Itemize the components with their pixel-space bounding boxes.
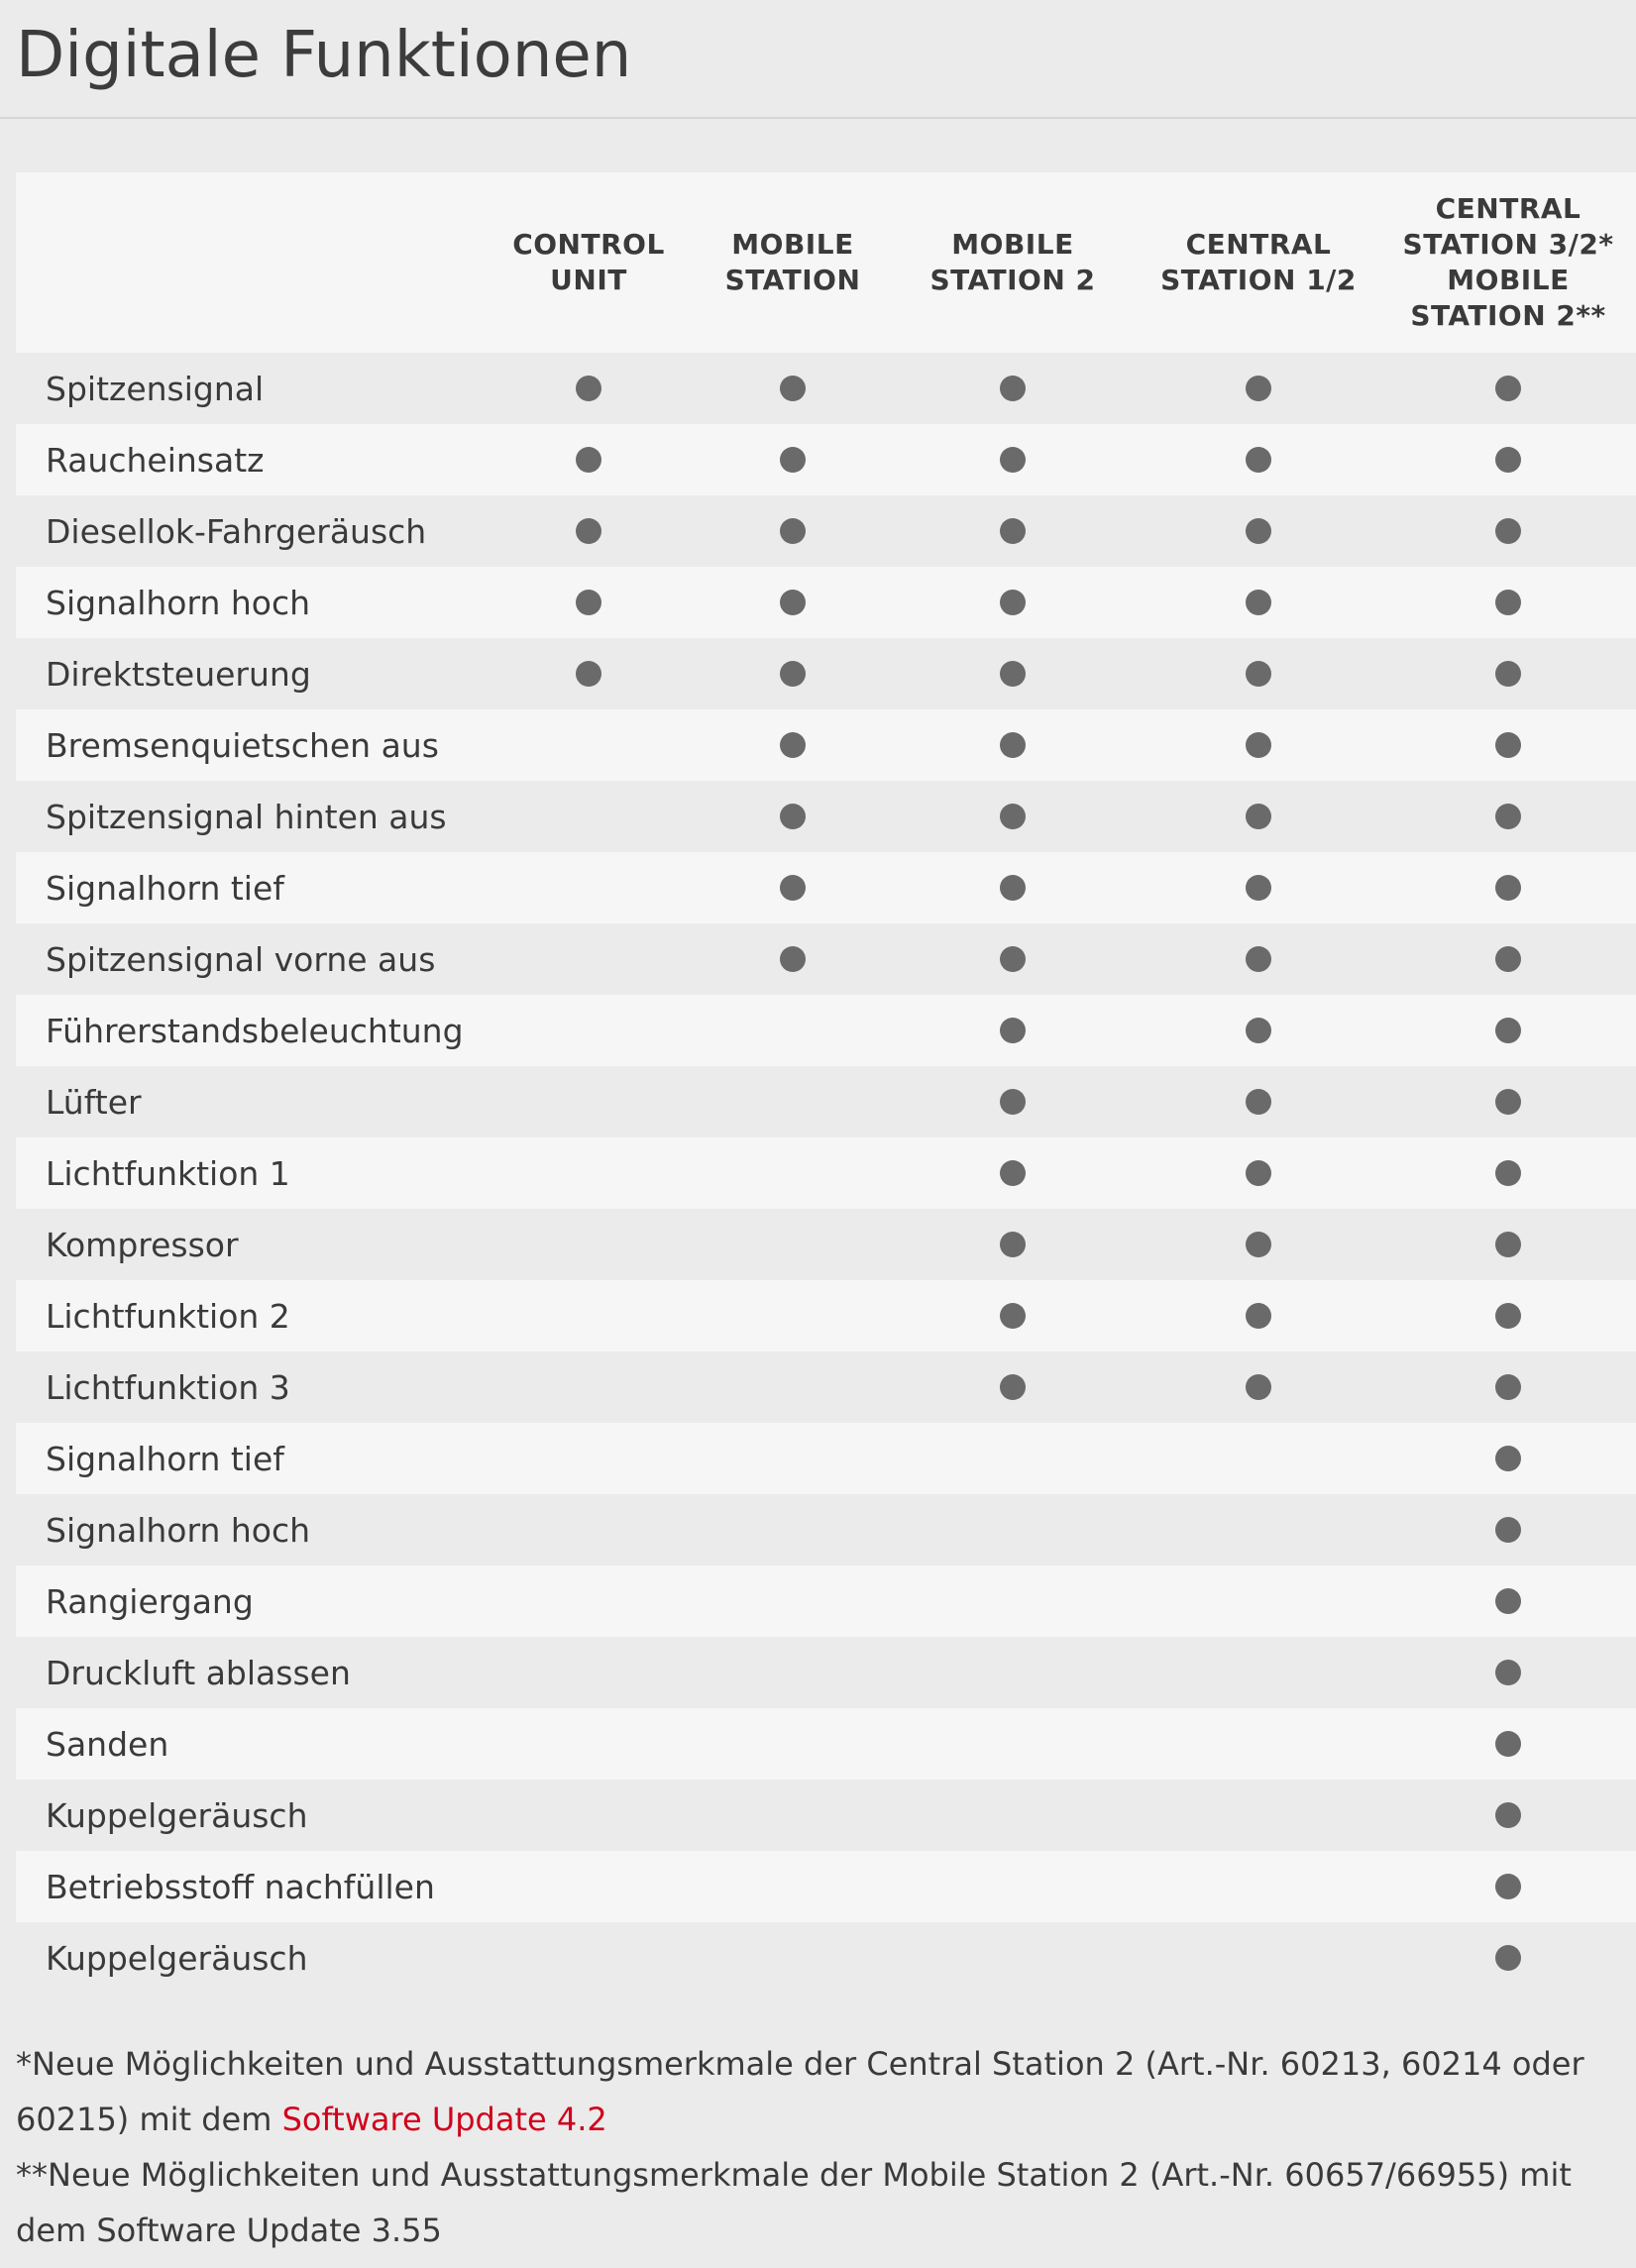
support-cell xyxy=(697,638,889,709)
table-row xyxy=(16,567,1636,638)
support-cell xyxy=(1380,1922,1636,1994)
column-header-central-station-1-2: CENTRAL STATION 1/2 xyxy=(1160,228,1357,296)
support-cell xyxy=(1137,638,1380,709)
support-cell xyxy=(481,1780,697,1851)
filled-circle-icon xyxy=(1495,1303,1521,1329)
footnote-central-station xyxy=(16,2036,1621,2147)
table-row xyxy=(16,1494,1636,1566)
support-cell xyxy=(697,495,889,567)
support-cell xyxy=(481,495,697,567)
support-cell xyxy=(889,1209,1137,1280)
feature-label: Lichtfunktion 2 xyxy=(46,1296,290,1336)
support-cell xyxy=(1137,495,1380,567)
support-cell xyxy=(481,567,697,638)
support-cell xyxy=(481,1494,697,1566)
table-row xyxy=(16,1780,1636,1851)
support-cell xyxy=(1380,638,1636,709)
table-row xyxy=(16,1351,1636,1423)
support-cell xyxy=(1137,1280,1380,1351)
filled-circle-icon xyxy=(1000,1160,1026,1186)
feature-label: Betriebsstoff nachfüllen xyxy=(46,1867,435,1906)
support-cell xyxy=(889,1423,1137,1494)
support-cell xyxy=(481,1066,697,1137)
support-cell xyxy=(889,1780,1137,1851)
support-cell xyxy=(481,1351,697,1423)
table-row xyxy=(16,1137,1636,1209)
filled-circle-icon xyxy=(1495,590,1521,615)
support-cell xyxy=(481,1566,697,1637)
digital-functions-table xyxy=(16,172,1636,1994)
support-cell xyxy=(481,1423,697,1494)
filled-circle-icon xyxy=(1495,1660,1521,1685)
support-cell xyxy=(697,1209,889,1280)
support-cell xyxy=(481,353,697,424)
header-row xyxy=(16,172,1636,353)
support-cell xyxy=(1380,495,1636,567)
feature-label: Lüfter xyxy=(46,1082,142,1122)
support-cell xyxy=(1137,1494,1380,1566)
support-cell xyxy=(697,1851,889,1922)
filled-circle-icon xyxy=(1246,590,1271,615)
filled-circle-icon xyxy=(1495,1517,1521,1543)
support-cell xyxy=(889,852,1137,923)
support-cell xyxy=(697,1637,889,1708)
support-cell xyxy=(697,995,889,1066)
support-cell xyxy=(1137,424,1380,495)
filled-circle-icon xyxy=(780,447,806,473)
filled-circle-icon xyxy=(1495,1232,1521,1257)
filled-circle-icon xyxy=(1000,1374,1026,1400)
filled-circle-icon xyxy=(1495,732,1521,758)
page-title: Digitale Funktionen xyxy=(16,19,632,92)
table-row xyxy=(16,1851,1636,1922)
support-cell xyxy=(1380,923,1636,995)
filled-circle-icon xyxy=(1495,1160,1521,1186)
feature-label: Führerstandsbeleuchtung xyxy=(46,1011,464,1050)
support-cell xyxy=(697,353,889,424)
filled-circle-icon xyxy=(1000,518,1026,544)
filled-circle-icon xyxy=(1246,518,1271,544)
table-row xyxy=(16,1423,1636,1494)
support-cell xyxy=(889,567,1137,638)
filled-circle-icon xyxy=(780,875,806,901)
filled-circle-icon xyxy=(1495,1374,1521,1400)
support-cell xyxy=(481,781,697,852)
table-row xyxy=(16,1066,1636,1137)
filled-circle-icon xyxy=(1000,1018,1026,1043)
support-cell xyxy=(1380,1780,1636,1851)
filled-circle-icon xyxy=(1495,447,1521,473)
support-cell xyxy=(1137,1066,1380,1137)
support-cell xyxy=(481,1209,697,1280)
table-row xyxy=(16,1566,1636,1637)
filled-circle-icon xyxy=(1495,1089,1521,1115)
filled-circle-icon xyxy=(1000,946,1026,972)
filled-circle-icon xyxy=(1495,518,1521,544)
support-cell xyxy=(1137,995,1380,1066)
feature-table-container xyxy=(16,172,1636,1994)
filled-circle-icon xyxy=(576,518,601,544)
software-update-4-2-link[interactable]: Software Update 4.2 xyxy=(281,2101,607,2138)
support-cell xyxy=(1380,1566,1636,1637)
table-row xyxy=(16,1209,1636,1280)
support-cell xyxy=(481,1922,697,1994)
filled-circle-icon xyxy=(780,804,806,829)
filled-circle-icon xyxy=(780,946,806,972)
filled-circle-icon xyxy=(1495,1731,1521,1757)
feature-label: Lichtfunktion 1 xyxy=(46,1153,290,1193)
support-cell xyxy=(697,1280,889,1351)
support-cell xyxy=(697,424,889,495)
support-cell xyxy=(1380,1494,1636,1566)
table-body xyxy=(16,353,1636,1994)
support-cell xyxy=(481,1280,697,1351)
feature-label: Kompressor xyxy=(46,1225,239,1264)
support-cell xyxy=(481,709,697,781)
table-row xyxy=(16,852,1636,923)
support-cell xyxy=(1380,424,1636,495)
support-cell xyxy=(889,353,1137,424)
column-header-mobile-station: MOBILE STATION xyxy=(724,228,861,296)
support-cell xyxy=(1380,995,1636,1066)
support-cell xyxy=(1380,1137,1636,1209)
support-cell xyxy=(1137,709,1380,781)
filled-circle-icon xyxy=(1000,376,1026,401)
filled-circle-icon xyxy=(1495,661,1521,687)
table-row xyxy=(16,923,1636,995)
support-cell xyxy=(889,1566,1137,1637)
support-cell xyxy=(481,424,697,495)
support-cell xyxy=(889,1708,1137,1780)
filled-circle-icon xyxy=(1246,1089,1271,1115)
support-cell xyxy=(481,1637,697,1708)
filled-circle-icon xyxy=(1000,804,1026,829)
support-cell xyxy=(481,923,697,995)
support-cell xyxy=(697,1351,889,1423)
feature-label: Signalhorn hoch xyxy=(46,583,311,622)
support-cell xyxy=(1380,1066,1636,1137)
column-header-central-station-3-2: CENTRAL STATION 3/2* MOBILE STATION 2** xyxy=(1402,192,1614,332)
support-cell xyxy=(1380,1708,1636,1780)
table-row xyxy=(16,1637,1636,1708)
column-header-control-unit: CONTROL UNIT xyxy=(512,228,665,296)
feature-label: Kuppelgeräusch xyxy=(46,1795,308,1835)
feature-label: Sanden xyxy=(46,1724,169,1764)
filled-circle-icon xyxy=(1246,376,1271,401)
footnotes xyxy=(16,2036,1621,2258)
filled-circle-icon xyxy=(1246,875,1271,901)
filled-circle-icon xyxy=(1000,1232,1026,1257)
support-cell xyxy=(1137,353,1380,424)
support-cell xyxy=(481,852,697,923)
support-cell xyxy=(889,1066,1137,1137)
support-cell xyxy=(889,781,1137,852)
feature-label: Raucheinsatz xyxy=(46,440,265,480)
support-cell xyxy=(889,1851,1137,1922)
support-cell xyxy=(1137,1780,1380,1851)
support-cell xyxy=(889,424,1137,495)
feature-label: Diesellok-Fahrgeräusch xyxy=(46,511,427,551)
support-cell xyxy=(1137,1708,1380,1780)
filled-circle-icon xyxy=(780,376,806,401)
support-cell xyxy=(889,923,1137,995)
filled-circle-icon xyxy=(1495,1018,1521,1043)
support-cell xyxy=(1380,781,1636,852)
filled-circle-icon xyxy=(576,590,601,615)
support-cell xyxy=(697,1922,889,1994)
support-cell xyxy=(697,1066,889,1137)
feature-label: Kuppelgeräusch xyxy=(46,1938,308,1978)
support-cell xyxy=(1380,1423,1636,1494)
filled-circle-icon xyxy=(1000,1303,1026,1329)
support-cell xyxy=(889,1137,1137,1209)
support-cell xyxy=(481,995,697,1066)
filled-circle-icon xyxy=(1246,1303,1271,1329)
feature-label: Direktsteuerung xyxy=(46,654,311,694)
support-cell xyxy=(1137,567,1380,638)
column-header-mobile-station-2: MOBILE STATION 2 xyxy=(929,228,1096,296)
support-cell xyxy=(1137,852,1380,923)
feature-label: Spitzensignal xyxy=(46,369,265,408)
support-cell xyxy=(697,1423,889,1494)
footnote-mobile-station: **Neue Möglichkeiten und Ausstattungsmerkmale der Mobile Station 2 (Art.-Nr. 60657/66955) mit dem Software Update 3.55 xyxy=(16,2156,1572,2249)
feature-label: Spitzensignal hinten aus xyxy=(46,797,447,836)
support-cell xyxy=(481,1137,697,1209)
support-cell xyxy=(1137,1351,1380,1423)
feature-label: Spitzensignal vorne aus xyxy=(46,939,436,979)
support-cell xyxy=(1137,1209,1380,1280)
feature-label: Rangiergang xyxy=(46,1581,254,1621)
table-header xyxy=(16,172,1636,353)
table-row xyxy=(16,1280,1636,1351)
filled-circle-icon xyxy=(1495,1446,1521,1471)
filled-circle-icon xyxy=(1495,946,1521,972)
support-cell xyxy=(889,1637,1137,1708)
support-cell xyxy=(1137,781,1380,852)
feature-label: Lichtfunktion 3 xyxy=(46,1367,290,1407)
support-cell xyxy=(697,1566,889,1637)
support-cell xyxy=(1137,1423,1380,1494)
support-cell xyxy=(697,1137,889,1209)
feature-label: Signalhorn hoch xyxy=(46,1510,311,1550)
support-cell xyxy=(889,1922,1137,1994)
feature-label: Signalhorn tief xyxy=(46,868,284,908)
feature-label: Druckluft ablassen xyxy=(46,1653,351,1692)
feature-label: Bremsenquietschen aus xyxy=(46,725,439,765)
support-cell xyxy=(1380,1637,1636,1708)
support-cell xyxy=(1380,852,1636,923)
filled-circle-icon xyxy=(1246,1018,1271,1043)
support-cell xyxy=(481,638,697,709)
filled-circle-icon xyxy=(576,661,601,687)
filled-circle-icon xyxy=(1495,875,1521,901)
filled-circle-icon xyxy=(1495,804,1521,829)
filled-circle-icon xyxy=(1000,875,1026,901)
support-cell xyxy=(889,1351,1137,1423)
support-cell xyxy=(1380,1351,1636,1423)
support-cell xyxy=(1137,1137,1380,1209)
table-row xyxy=(16,1922,1636,1994)
filled-circle-icon xyxy=(1495,1802,1521,1828)
table-row xyxy=(16,995,1636,1066)
filled-circle-icon xyxy=(1495,376,1521,401)
support-cell xyxy=(889,1494,1137,1566)
support-cell xyxy=(697,1494,889,1566)
filled-circle-icon xyxy=(780,661,806,687)
filled-circle-icon xyxy=(1495,1588,1521,1614)
support-cell xyxy=(1380,1280,1636,1351)
support-cell xyxy=(889,1280,1137,1351)
table-row xyxy=(16,353,1636,424)
table-row xyxy=(16,638,1636,709)
filled-circle-icon xyxy=(1246,1374,1271,1400)
filled-circle-icon xyxy=(576,447,601,473)
support-cell xyxy=(481,1851,697,1922)
support-cell xyxy=(1380,567,1636,638)
filled-circle-icon xyxy=(1000,447,1026,473)
filled-circle-icon xyxy=(1000,1089,1026,1115)
support-cell xyxy=(697,567,889,638)
filled-circle-icon xyxy=(1246,946,1271,972)
support-cell xyxy=(697,1708,889,1780)
filled-circle-icon xyxy=(780,590,806,615)
support-cell xyxy=(697,1780,889,1851)
filled-circle-icon xyxy=(1246,804,1271,829)
support-cell xyxy=(1137,1851,1380,1922)
support-cell xyxy=(1380,1851,1636,1922)
filled-circle-icon xyxy=(1495,1874,1521,1899)
support-cell xyxy=(1380,1209,1636,1280)
filled-circle-icon xyxy=(1246,447,1271,473)
support-cell xyxy=(889,995,1137,1066)
filled-circle-icon xyxy=(1495,1945,1521,1971)
filled-circle-icon xyxy=(576,376,601,401)
support-cell xyxy=(1380,353,1636,424)
filled-circle-icon xyxy=(780,518,806,544)
filled-circle-icon xyxy=(1000,590,1026,615)
filled-circle-icon xyxy=(1246,732,1271,758)
feature-label: Signalhorn tief xyxy=(46,1439,284,1478)
support-cell xyxy=(697,709,889,781)
support-cell xyxy=(697,852,889,923)
support-cell xyxy=(481,1708,697,1780)
table-row xyxy=(16,495,1636,567)
page-header xyxy=(0,0,1636,119)
support-cell xyxy=(1137,1637,1380,1708)
support-cell xyxy=(889,638,1137,709)
support-cell xyxy=(697,781,889,852)
filled-circle-icon xyxy=(1246,1232,1271,1257)
filled-circle-icon xyxy=(1000,732,1026,758)
support-cell xyxy=(1137,1922,1380,1994)
filled-circle-icon xyxy=(780,732,806,758)
support-cell xyxy=(697,923,889,995)
table-row xyxy=(16,424,1636,495)
support-cell xyxy=(1380,709,1636,781)
support-cell xyxy=(889,709,1137,781)
filled-circle-icon xyxy=(1246,661,1271,687)
support-cell xyxy=(889,495,1137,567)
header-cell-empty xyxy=(16,172,481,353)
filled-circle-icon xyxy=(1246,1160,1271,1186)
support-cell xyxy=(1137,1566,1380,1637)
table-row xyxy=(16,1708,1636,1780)
support-cell xyxy=(1137,923,1380,995)
table-row xyxy=(16,781,1636,852)
table-row xyxy=(16,709,1636,781)
filled-circle-icon xyxy=(1000,661,1026,687)
footnote-1-text: *Neue Möglichkeiten und Ausstattungsmerkmale der Central Station 2 (Art.-Nr. 60213, 60214 oder 60215) mit dem xyxy=(16,2045,1584,2138)
